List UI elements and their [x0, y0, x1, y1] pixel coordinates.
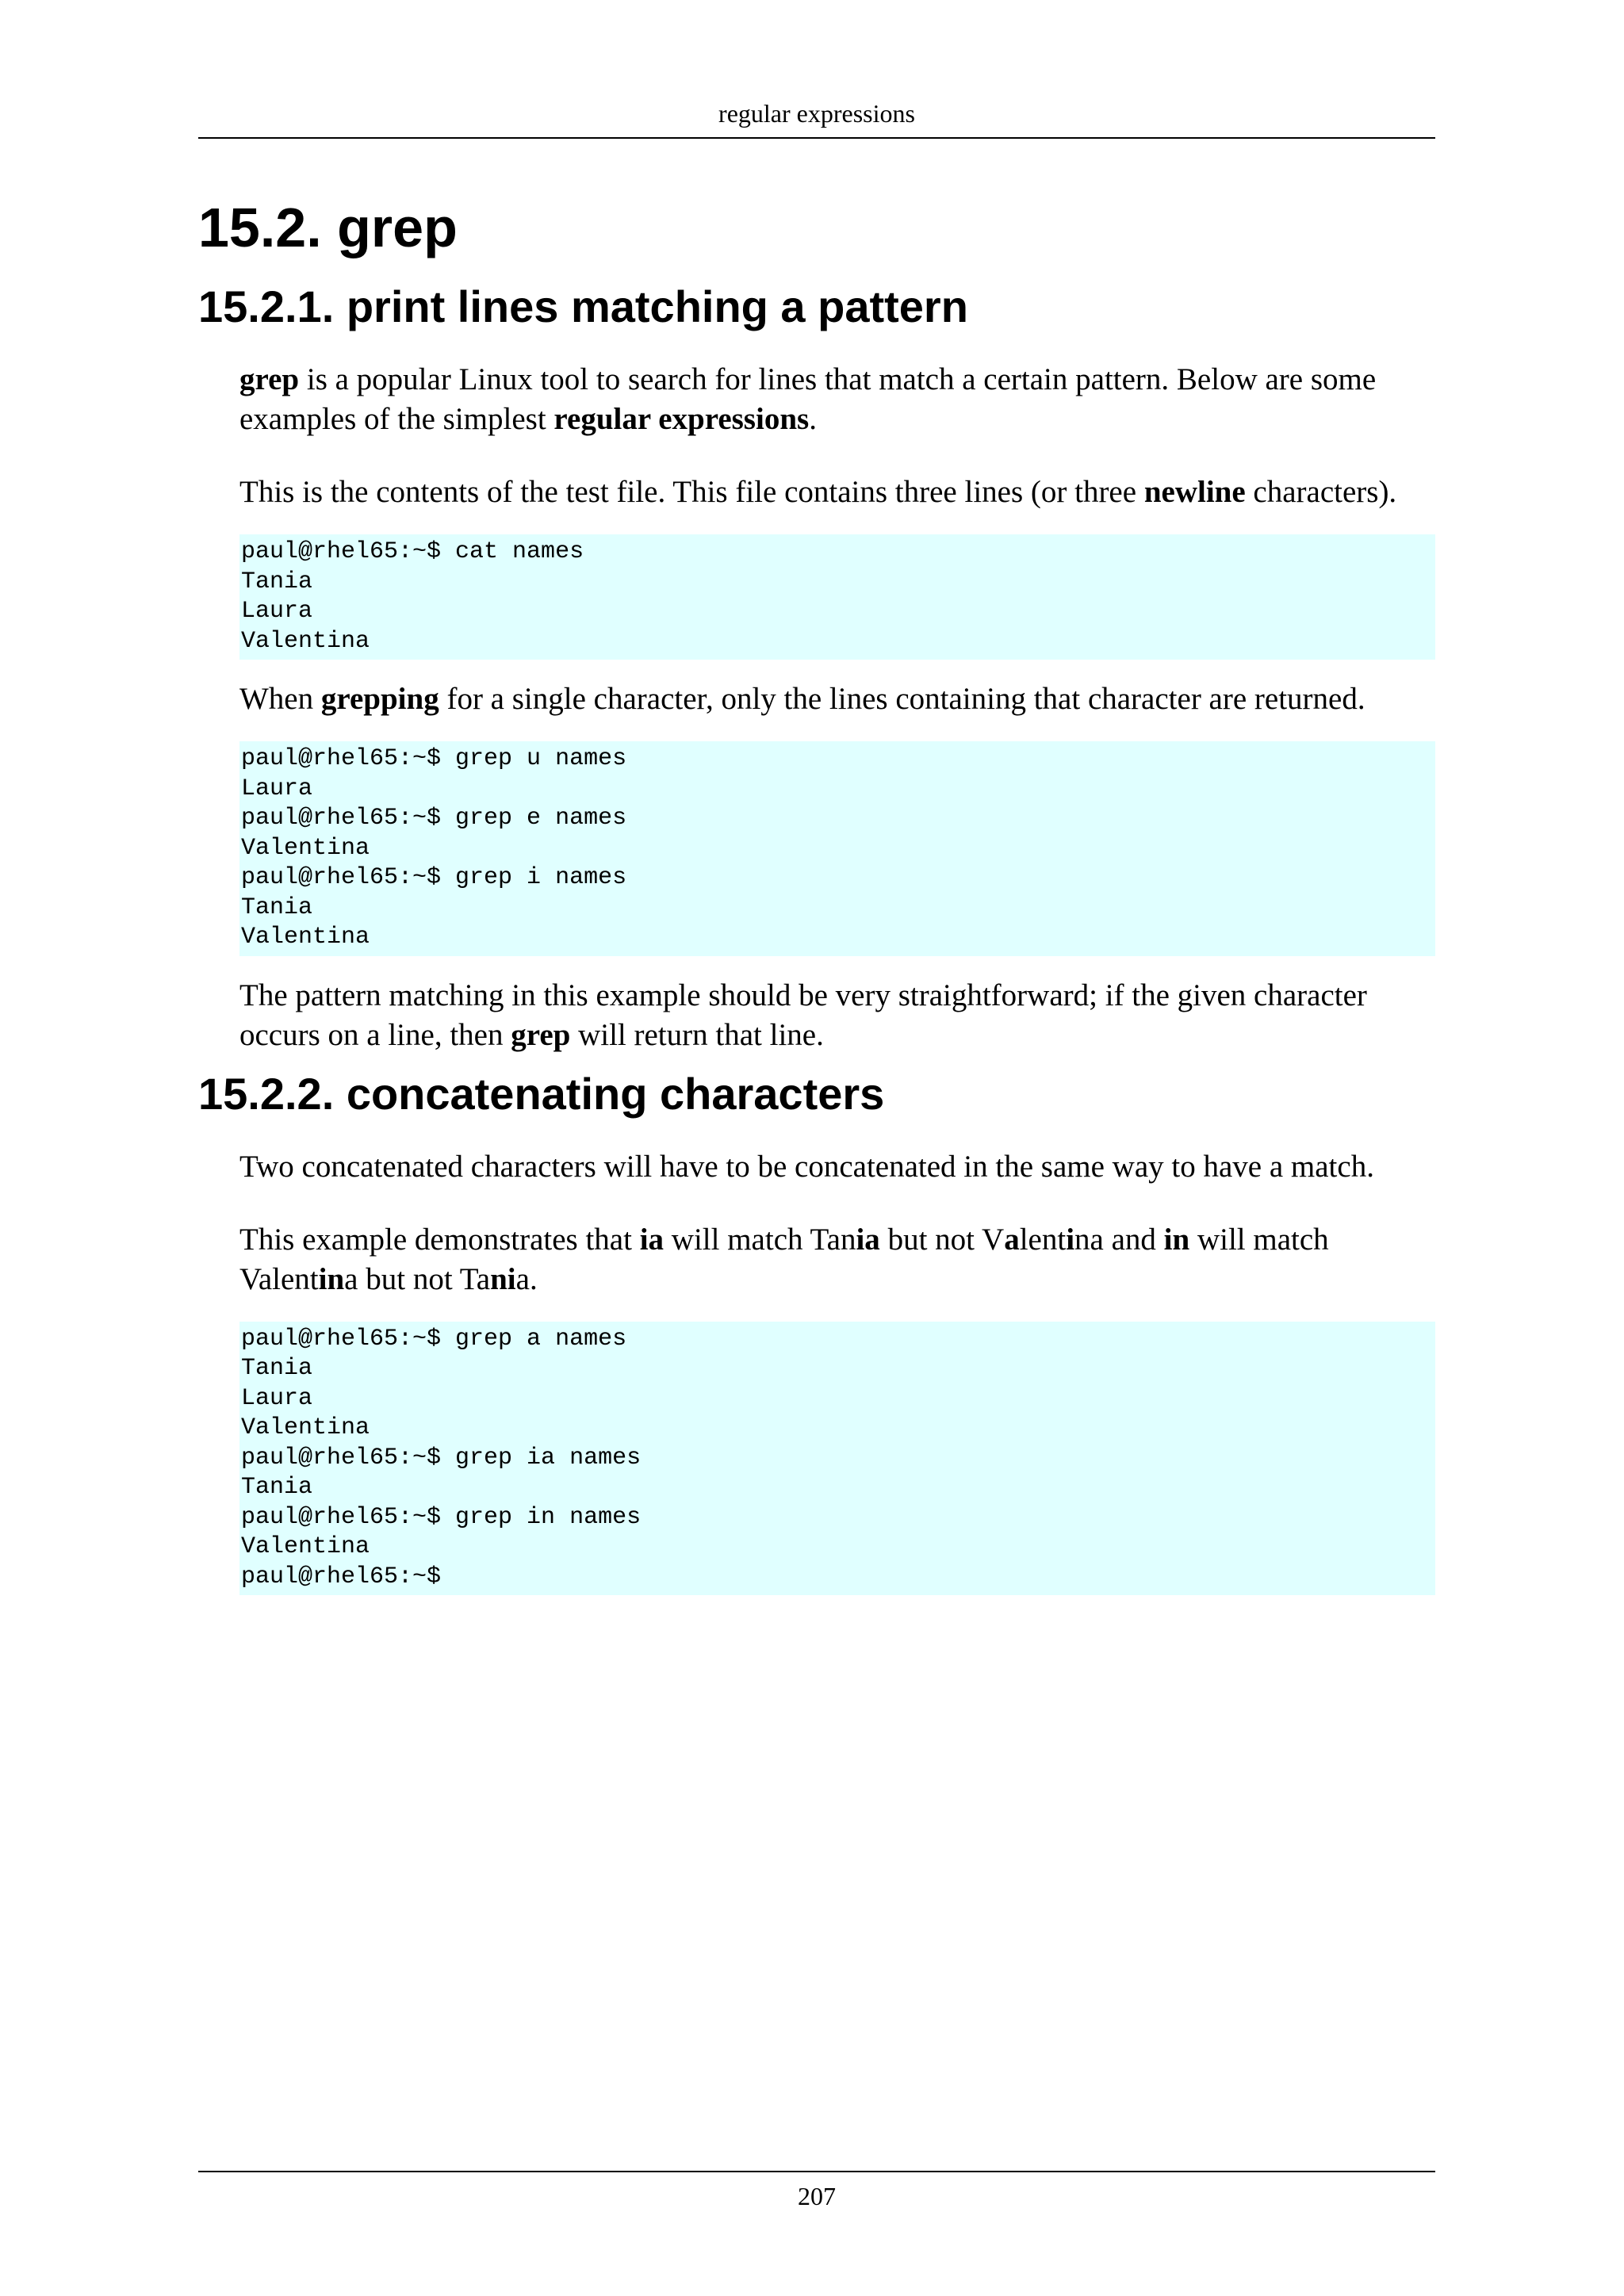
- footer-divider: [198, 2171, 1435, 2172]
- subsection-title-concatenating: 15.2.2. concatenating characters: [198, 1068, 885, 1119]
- header-divider: [198, 137, 1435, 139]
- paragraph-grepping: When grepping for a single character, only the lines containing that character are returned.: [239, 682, 1365, 716]
- page-number: 207: [798, 2182, 836, 2210]
- running-header: regular expressions: [718, 99, 915, 128]
- paragraph-example-ia-in: This example demonstrates that ia will match Tania but not Valentina and in will match Valentina but not Tania.: [239, 1222, 1329, 1296]
- code-block-concatenating: paul@rhel65:~$ grep a names Tania Laura Valentina paul@rhel65:~$ grep ia names Tania paul@rhel65:~$ grep in names Valentina paul@rhel65:~$: [239, 1322, 1435, 1596]
- bold-grep: grep: [511, 1017, 571, 1052]
- code-block-cat-names: paul@rhel65:~$ cat names Tania Laura Valentina: [239, 534, 1435, 660]
- page-content: [198, 184, 1435, 1595]
- bold-regular-expressions: regular expressions: [553, 402, 810, 436]
- subsection-title-print-lines: 15.2.1. print lines matching a pattern: [198, 281, 968, 331]
- bold-grep: grep: [239, 362, 300, 396]
- paragraph-concatenated: Two concatenated characters will have to be concatenated in the same way to have a match.: [239, 1149, 1374, 1184]
- section-title: 15.2. grep: [198, 197, 458, 258]
- paragraph-pattern-matching: The pattern matching in this example should be very straightforward; if the given character occurs on a line, then grep will return that line.: [239, 978, 1367, 1052]
- bold-newline: newline: [1143, 475, 1246, 509]
- paragraph-grep-intro: grep is a popular Linux tool to search for lines that match a certain pattern. Below are some examples of the simplest regular expressions.: [239, 362, 1377, 436]
- bold-grepping: grepping: [320, 682, 439, 716]
- code-block-grep-single-char: paul@rhel65:~$ grep u names Laura paul@rhel65:~$ grep e names Valentina paul@rhel65:~$ grep i names Tania Valentina: [239, 741, 1435, 956]
- paragraph-test-file: This is the contents of the test file. This file contains three lines (or three newline characters).: [239, 475, 1397, 509]
